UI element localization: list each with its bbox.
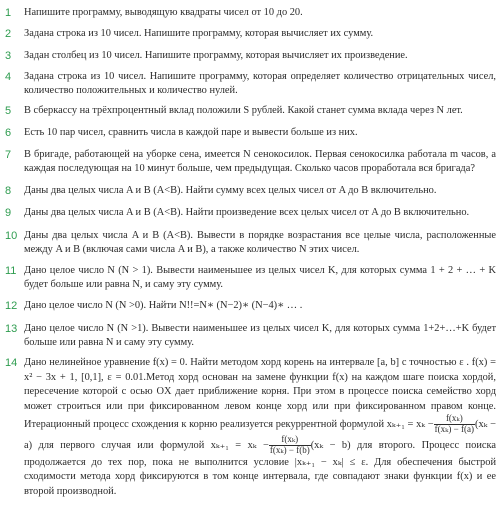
task-text: Дано целое число N (N >1). Вывести наименьшее из целых чисел K, для которых сумма 1+2+…+K будет больше или равна N и саму эту сумму. [24, 323, 496, 348]
function-symbol: f(x) [456, 471, 473, 483]
task-item-3 [0, 49, 496, 63]
fraction-denominator: f(xₖ) − f(a) [434, 424, 474, 435]
equation: f(x) = 0 [152, 357, 185, 368]
task-number: 1 [5, 7, 12, 19]
task-number: 14 [5, 357, 18, 369]
task-item-8 [0, 184, 496, 198]
fraction-numerator: f(xₖ) [434, 414, 475, 425]
task-text: Дано целое число N (N >0). Найти N!!=N∗ (N−2)∗ (N−4)∗ … . [24, 300, 303, 311]
task-number: 12 [5, 300, 18, 312]
task14-text-5: на каждом шаге поиска хордой, пересечение которой с осью OX дает приближение корня. При этом в процессе поиска семейство хорд может строиться или при фиксированном левом конце хорд или при фиксированном правом конце. Итерационный процесс схождения к корню реализуется рекуррентной формулой [24, 371, 496, 431]
task-text: В бригаде, работающей на уборке сена, имеется N сенокосилок. Первая сенокосилка работала m часов, а каждая последующая на 10 минут больше, чем предыдущая. Сколько часов проработала вся бригада? [24, 149, 496, 174]
task-number: 5 [5, 105, 12, 117]
task14-text-4: .Метод хорд основан на замене функции [143, 371, 329, 383]
task-number: 6 [5, 127, 12, 139]
task-item-11 [0, 264, 496, 291]
stop-condition: |xₖ₊₁ − xₖ| ≤ ε [294, 456, 366, 468]
task-number: 11 [5, 265, 17, 277]
task14-text-7: для второго. Процесс поиска продолжается до тех пор, пока не выполнится условие [24, 439, 496, 468]
task-item-13 [0, 322, 496, 349]
epsilon: ε . [459, 357, 469, 368]
task14-text-2: . Найти методом хорд корень на интервале [184, 357, 375, 368]
formula-lhs: xₖ₊₁ = xₖ − [386, 419, 434, 431]
fraction-numerator: f(xₖ) [269, 435, 311, 446]
task-number: 4 [5, 71, 12, 83]
function-symbol: f(x) [332, 371, 348, 383]
task14-text-3: с точностью [401, 357, 457, 368]
task-number: 13 [5, 323, 18, 335]
task-item-2 [0, 27, 496, 41]
task-text: Даны два целых числа A и B (A<B). Вывести в порядке возрастания все целые числа, расположенные между A и B (включая сами числа A и B), а также количество N этих чисел. [24, 230, 496, 255]
fraction-denominator: f(xₖ) − f(b) [269, 444, 310, 455]
task-text: Дано целое число N (N > 1). Вывести наименьшее из целых чисел K, для которых сумма 1 + 2 + … + K будет больше или равна N, и саму эту сумму. [24, 265, 496, 290]
formula-tail: (xₖ − b) [310, 439, 351, 451]
task-number: 10 [5, 230, 18, 242]
task-item-9 [0, 206, 496, 220]
function-interval: [0,1], [81, 371, 104, 383]
task-number: 3 [5, 50, 12, 62]
task-item-1 [0, 6, 496, 20]
task-text: Даны два целых числа A и B (A<B). Найти произведение всех целых чисел от A до B включительно. [24, 207, 470, 218]
task-item-10 [0, 229, 496, 256]
task14-text-6: для первого случая или формулой [38, 439, 205, 451]
task-number: 2 [5, 28, 12, 40]
task14-text-8: . Для обеспечения быстрой сходимости метода хорд фиксируются в том конце интервала, где совпадают знаки функции [24, 456, 496, 483]
function-epsilon: ε = 0.01 [107, 371, 144, 383]
formula-fraction [269, 435, 311, 456]
task-item-5 [0, 104, 496, 118]
formula-tail: (xₖ − a) [24, 419, 497, 451]
formula-lhs: xₖ₊₁ = xₖ − [210, 439, 269, 451]
formula-right-fixed [210, 434, 351, 455]
task-item-14 [0, 356, 496, 500]
task-number: 7 [5, 149, 12, 161]
task-text: Задан столбец из 10 чисел. Напишите программу, которая вычисляет их произведение. [24, 50, 408, 61]
task-text: Напишите программу, выводящую квадраты чисел от 10 до 20. [24, 7, 303, 18]
task-number: 9 [5, 207, 12, 219]
task-item-4 [0, 70, 496, 97]
task-item-7 [0, 148, 496, 175]
interval: [a, b] [377, 357, 400, 368]
task-number: 8 [5, 185, 12, 197]
task-text: Задана строка из 10 чисел. Напишите программу, которая определяет количество отрицательных чисел, количество положительных и количество нулей. [24, 71, 496, 96]
task14-text-9: и ее второй производной. [24, 471, 496, 497]
task-text: Есть 10 пар чисел, сравнить числа в каждой паре и вывести больше из них. [24, 127, 358, 138]
task-text [24, 356, 496, 500]
task-item-6 [0, 126, 496, 140]
function-definition: f(x) = x² − 3x + 1, [24, 357, 496, 383]
task-text: Задана строка из 10 чисел. Напишите программу, которая вычисляет их сумму. [24, 28, 374, 39]
task-item-12 [0, 299, 496, 313]
task14-text-1: Дано нелинейное уравнение [24, 357, 150, 368]
task-text: В сберкассу на трёхпроцентный вклад положили S рублей. Какой станет сумма вклада через N лет. [24, 105, 463, 116]
formula-fraction [434, 414, 475, 435]
task-text: Даны два целых числа A и B (A<B). Найти сумму всех целых чисел от A до B включительно. [24, 185, 437, 196]
